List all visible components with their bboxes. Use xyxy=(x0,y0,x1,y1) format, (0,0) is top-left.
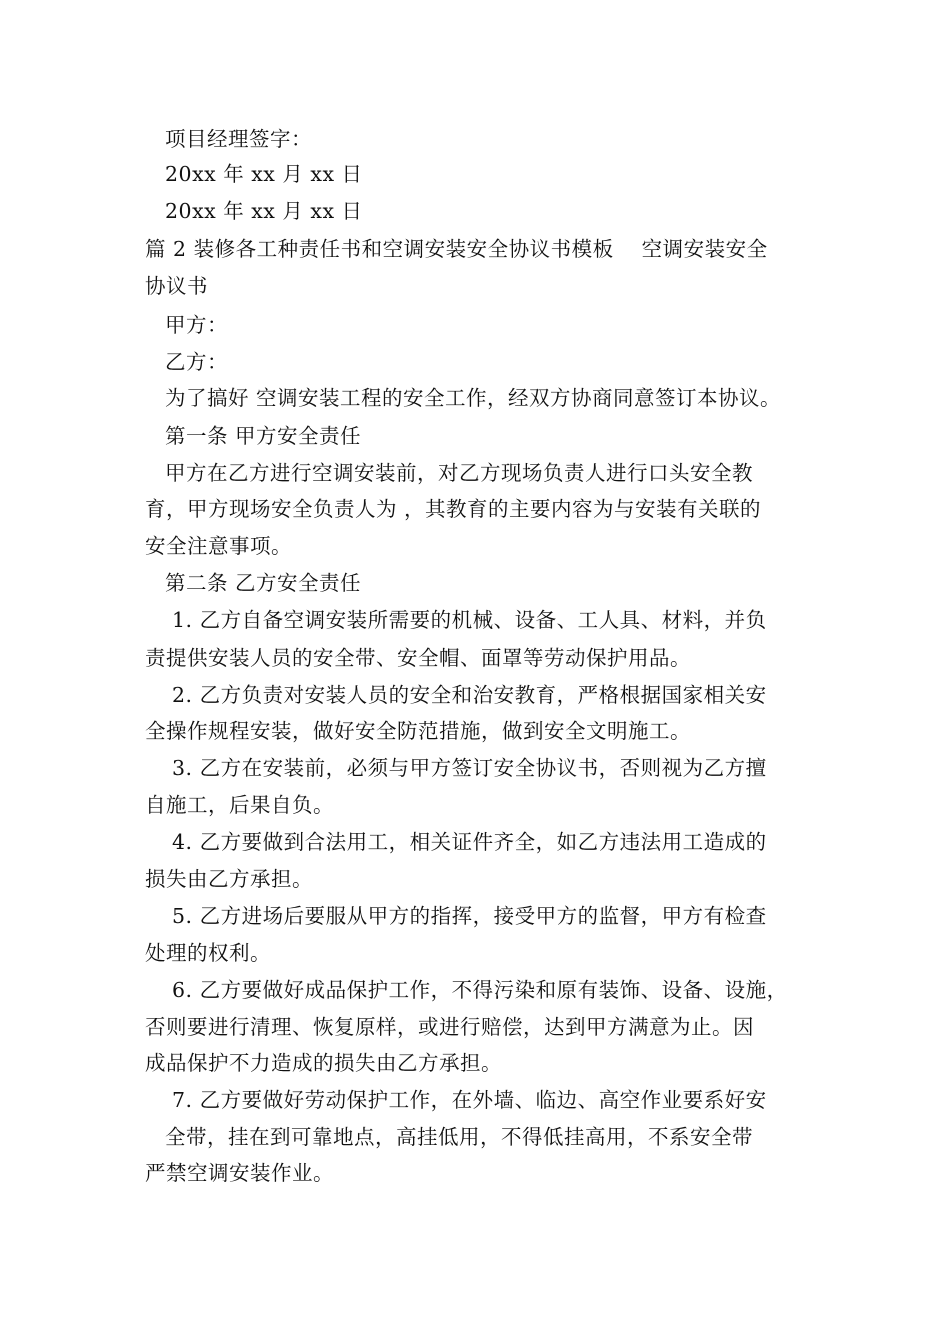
paragraph-line: 处理的权利。 xyxy=(145,941,271,965)
paragraph-line: 甲方在乙方进行空调安装前，对乙方现场负责人进行口头安全教 xyxy=(165,461,753,485)
signature-label: 项目经理签字： xyxy=(165,127,312,151)
paragraph-line: 自施工，后果自负。 xyxy=(145,793,334,817)
party-a-label: 甲方： xyxy=(165,313,228,337)
article-heading: 第二条 乙方安全责任 xyxy=(165,571,362,595)
section-title: 篇 2 装修各工种责任书和空调安装安全协议书模板 空调安装安全 xyxy=(145,237,768,261)
date-line: 20xx 年 xx 月 xx 日 xyxy=(165,199,363,223)
party-b-label: 乙方： xyxy=(165,350,228,374)
paragraph-line: 为了搞好 空调安装工程的安全工作，经双方协商同意签订本协议。 xyxy=(165,386,782,410)
paragraph-line: 损失由乙方承担。 xyxy=(145,867,313,891)
paragraph-line: 责提供安装人员的安全带、安全帽、面罩等劳动保护用品。 xyxy=(145,646,691,670)
list-item: 4. 乙方要做到合法用工，相关证件齐全，如乙方违法用工造成的 xyxy=(172,830,767,854)
list-item: 3. 乙方在安装前，必须与甲方签订安全协议书，否则视为乙方擅 xyxy=(172,756,767,780)
list-item: 2. 乙方负责对安装人员的安全和治安教育，严格根据国家相关安 xyxy=(172,683,767,707)
list-item: 1. 乙方自备空调安装所需要的机械、设备、工人具、材料，并负 xyxy=(172,608,767,632)
article-heading: 第一条 甲方安全责任 xyxy=(165,424,362,448)
date-line: 20xx 年 xx 月 xx 日 xyxy=(165,162,363,186)
paragraph-line: 全操作规程安装，做好安全防范措施，做到安全文明施工。 xyxy=(145,719,691,743)
paragraph-line: 成品保护不力造成的损失由乙方承担。 xyxy=(145,1051,502,1075)
paragraph-line: 否则要进行清理、恢复原样，或进行赔偿，达到甲方满意为止。因 xyxy=(145,1015,754,1039)
paragraph-line: 安全注意事项。 xyxy=(145,534,292,558)
paragraph-line: 全带，挂在到可靠地点，高挂低用，不得低挂高用，不系安全带 xyxy=(165,1125,753,1149)
list-item: 7. 乙方要做好劳动保护工作，在外墙、临边、高空作业要系好安 xyxy=(172,1088,767,1112)
list-item: 5. 乙方进场后要服从甲方的指挥，接受甲方的监督，甲方有检查 xyxy=(172,904,767,928)
paragraph-line: 育，甲方现场安全负责人为 ，其教育的主要内容为与安装有关联的 xyxy=(145,497,762,521)
paragraph-line: 严禁空调安装作业。 xyxy=(145,1161,334,1185)
section-title: 协议书 xyxy=(145,274,208,298)
list-item: 6. 乙方要做好成品保护工作，不得污染和原有装饰、设备、设施， xyxy=(172,978,788,1002)
